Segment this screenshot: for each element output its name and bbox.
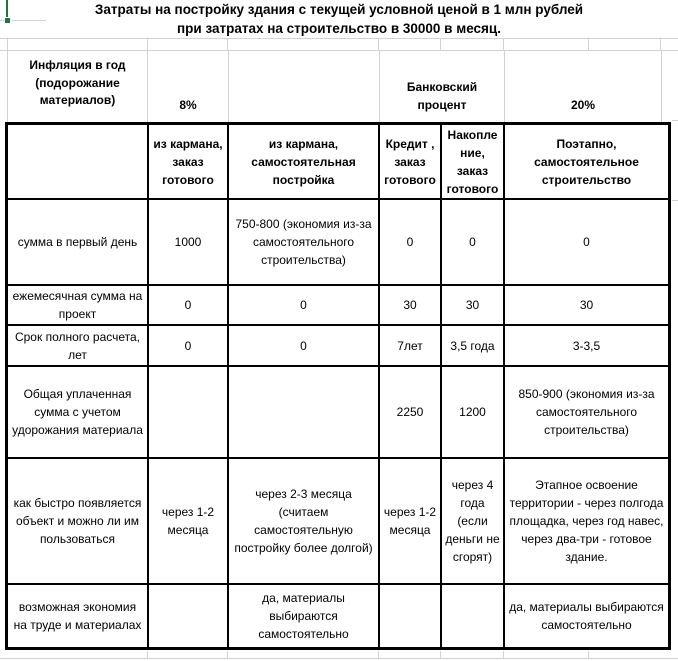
bank-rate-label-cell[interactable]: Банковский процент — [380, 51, 504, 122]
table-value-cell[interactable]: 1000 — [149, 200, 227, 284]
gridline — [588, 651, 589, 658]
inflation-label-cell[interactable]: Инфляция в год (подорожание материалов) — [8, 51, 147, 122]
sheet-title — [8, 1, 670, 38]
gridline — [440, 651, 441, 658]
sheet-title-line1: Затраты на постройку здания с текущей условной ценой в 1 млн рублей — [94, 2, 584, 17]
row-label-cell[interactable]: как быстро появляется объект и можно ли им пользоваться — [8, 459, 147, 583]
row-label-cell[interactable]: сумма в первый день — [8, 200, 147, 284]
gridline — [227, 38, 228, 50]
gridline — [0, 38, 678, 39]
table-value-cell[interactable]: 750-800 (экономия из-за самостоятельного строительства) — [229, 200, 378, 284]
table-value-cell[interactable]: 1200 — [442, 367, 503, 457]
gridline — [7, 38, 8, 50]
gridline — [588, 38, 589, 50]
table-value-cell[interactable]: 0 — [229, 326, 378, 365]
table-value-cell[interactable]: 0 — [505, 200, 668, 284]
gridline — [672, 200, 678, 201]
inflation-value-cell[interactable]: 8% — [148, 51, 228, 122]
gridline — [378, 651, 379, 658]
gridline — [672, 120, 678, 121]
column-header-cell[interactable]: из кармана, заказ готового — [149, 125, 227, 198]
table-value-cell[interactable]: 30 — [380, 286, 440, 324]
comparison-table — [5, 122, 671, 650]
row-label-cell[interactable]: Срок полного расчета, лет — [8, 326, 147, 365]
gridline — [0, 658, 678, 659]
table-value-cell[interactable]: через 1-2 месяца — [380, 459, 440, 583]
table-value-cell[interactable]: 0 — [442, 200, 503, 284]
table-value-cell[interactable]: 0 — [149, 286, 227, 324]
row-label-cell[interactable]: ежемесячная сумма на проект — [8, 286, 147, 324]
column-header-cell[interactable]: Поэтапно, самостоятельное строительство — [505, 125, 668, 198]
sheet-title-line2: при затратах на строительство в 30000 в месяц. — [177, 20, 501, 36]
table-value-cell[interactable]: 30 — [442, 286, 503, 324]
gridline — [503, 38, 504, 50]
table-value-cell[interactable] — [229, 367, 378, 457]
table-value-cell[interactable] — [442, 585, 503, 647]
table-value-cell[interactable] — [149, 367, 227, 457]
table-value-cell[interactable] — [149, 585, 227, 647]
table-value-cell[interactable]: да, материалы выбираются самостоятельно — [505, 585, 668, 647]
gridline — [378, 38, 379, 50]
table-value-cell[interactable]: через 4 года (если деньги не сгорят) — [442, 459, 503, 583]
table-value-cell[interactable]: 7лет — [380, 326, 440, 365]
gridline — [660, 38, 661, 50]
table-value-cell[interactable]: Этапное освоение территории - через полгода площадка, через год навес, через два-три - готовое здание. — [505, 459, 668, 583]
parameters-band — [7, 51, 662, 122]
table-value-cell[interactable]: 0 — [229, 286, 378, 324]
table-value-cell[interactable]: 0 — [380, 200, 440, 284]
corner-header-cell[interactable] — [8, 125, 147, 198]
table-value-cell[interactable]: 0 — [149, 326, 227, 365]
column-header-cell[interactable]: Накопле​ние, заказ готового — [442, 125, 503, 198]
column-header-cell[interactable]: из кармана, самостоятельная постройка — [229, 125, 378, 198]
gridline — [503, 651, 504, 658]
gridline — [147, 651, 148, 658]
row-label-cell[interactable]: возможная экономия на труде и материалах — [8, 585, 147, 647]
gridline — [227, 651, 228, 658]
table-value-cell[interactable]: 850-900 (экономия из-за самостоятельного строительства) — [505, 367, 668, 457]
table-value-cell[interactable]: через 1-2 месяца — [149, 459, 227, 583]
table-value-cell[interactable]: 30 — [505, 286, 668, 324]
table-value-cell[interactable]: да, материалы выбираются самостоятельно — [229, 585, 378, 647]
table-value-cell[interactable]: через 2-3 месяца (считаем самостоятельную постройку более долгой) — [229, 459, 378, 583]
empty-param-cell[interactable] — [229, 51, 379, 122]
table-value-cell[interactable]: 3,5 года — [442, 326, 503, 365]
gridline — [440, 38, 441, 50]
table-value-cell[interactable]: 3-3,5 — [505, 326, 668, 365]
table-value-cell[interactable] — [380, 585, 440, 647]
column-header-cell[interactable]: Кредит , заказ готового — [380, 125, 440, 198]
bank-rate-value-cell[interactable]: 20% — [505, 51, 661, 122]
row-label-cell[interactable]: Общая уплаченная сумма с учетом удорожания материала — [8, 367, 147, 457]
gridline — [147, 38, 148, 50]
table-value-cell[interactable]: 2250 — [380, 367, 440, 457]
